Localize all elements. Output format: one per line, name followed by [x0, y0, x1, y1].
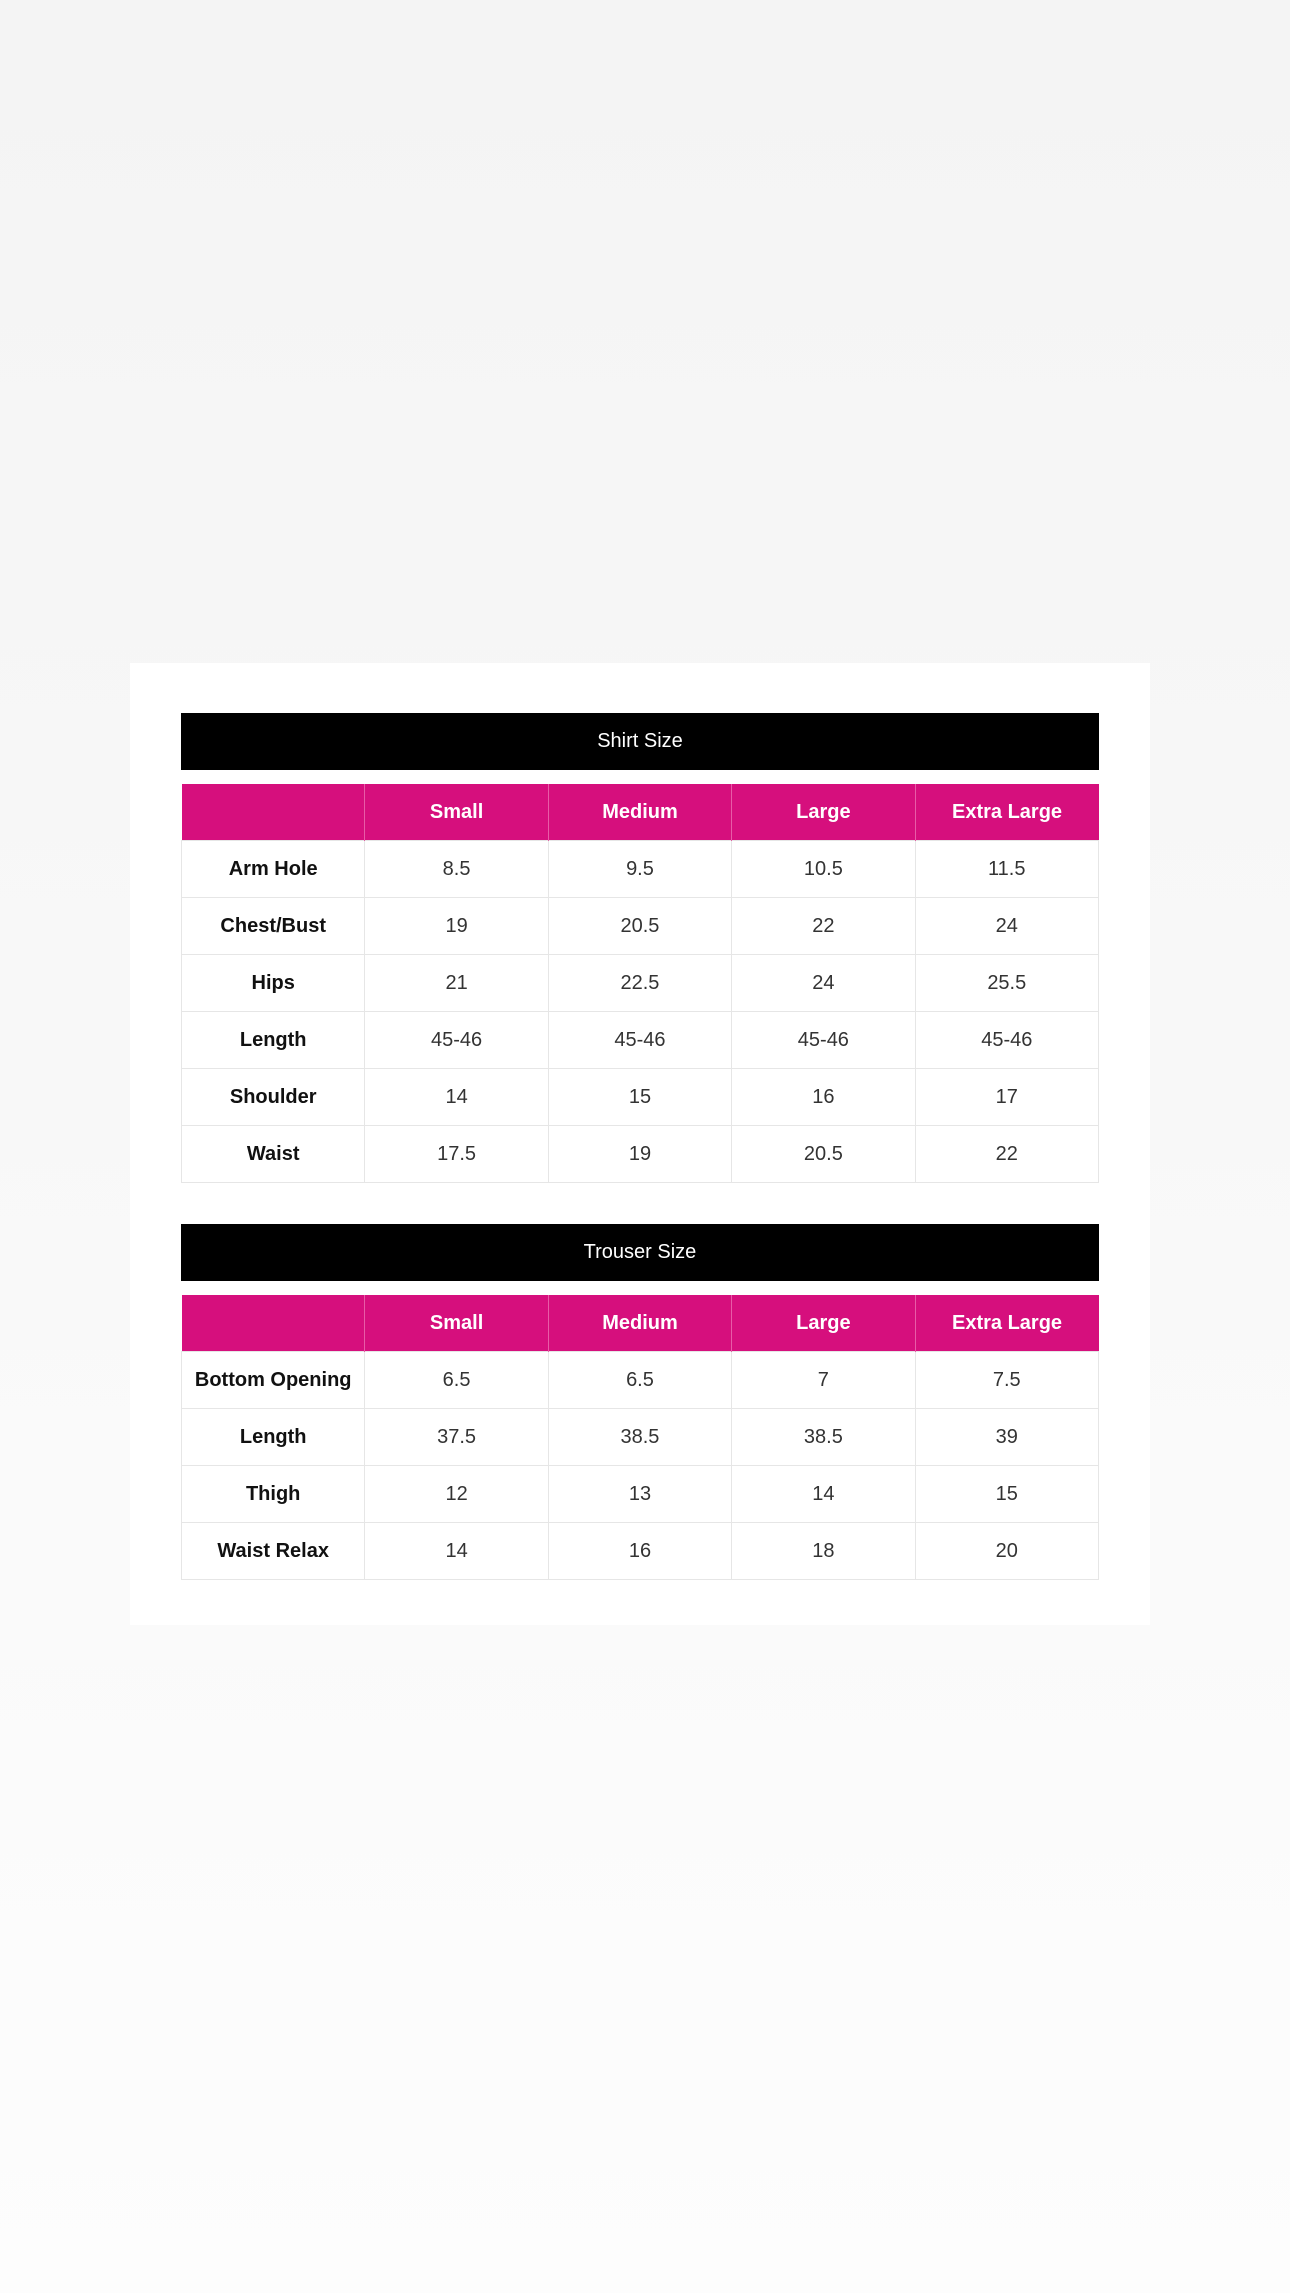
- table-cell: 15: [548, 1069, 731, 1126]
- table-cell: 14: [365, 1069, 548, 1126]
- table-cell: 12: [365, 1466, 548, 1523]
- table-cell: 39: [915, 1409, 1098, 1466]
- table-cell: 9.5: [548, 841, 731, 898]
- row-label: Length: [182, 1012, 365, 1069]
- table-cell: 22: [732, 898, 915, 955]
- table-cell: 11.5: [915, 841, 1098, 898]
- table-row: [182, 1012, 1099, 1069]
- table-cell: 45-46: [915, 1012, 1098, 1069]
- table-cell: 22.5: [548, 955, 731, 1012]
- row-label: Arm Hole: [182, 841, 365, 898]
- row-label: Thigh: [182, 1466, 365, 1523]
- table-header-row: [182, 784, 1099, 841]
- size-chart-card: [130, 663, 1150, 1625]
- table-row: [182, 1126, 1099, 1183]
- table-cell: 18: [732, 1523, 915, 1580]
- table-row: [182, 955, 1099, 1012]
- table-cell: 45-46: [365, 1012, 548, 1069]
- row-label: Hips: [182, 955, 365, 1012]
- column-header: [182, 784, 365, 841]
- column-header: [182, 1295, 365, 1352]
- table-cell: 16: [548, 1523, 731, 1580]
- table-cell: 45-46: [548, 1012, 731, 1069]
- table-row: [182, 841, 1099, 898]
- column-header-extra-large: Extra Large: [915, 1295, 1098, 1352]
- row-label: Chest/Bust: [182, 898, 365, 955]
- table-cell: 38.5: [732, 1409, 915, 1466]
- table-cell: 20: [915, 1523, 1098, 1580]
- table-cell: 13: [548, 1466, 731, 1523]
- column-header-medium: Medium: [548, 784, 731, 841]
- table-cell: 7.5: [915, 1352, 1098, 1409]
- table-cell: 6.5: [548, 1352, 731, 1409]
- row-label: Length: [182, 1409, 365, 1466]
- table-row: [182, 1069, 1099, 1126]
- table-row: [182, 898, 1099, 955]
- table-cell: 45-46: [732, 1012, 915, 1069]
- table-cell: 6.5: [365, 1352, 548, 1409]
- column-header-large: Large: [732, 1295, 915, 1352]
- column-header-small: Small: [365, 1295, 548, 1352]
- table-cell: 38.5: [548, 1409, 731, 1466]
- row-label: Waist Relax: [182, 1523, 365, 1580]
- row-label: Bottom Opening: [182, 1352, 365, 1409]
- table-cell: 19: [365, 898, 548, 955]
- table-cell: 14: [732, 1466, 915, 1523]
- table-cell: 8.5: [365, 841, 548, 898]
- trouser-size-table: [181, 1295, 1099, 1580]
- table-cell: 19: [548, 1126, 731, 1183]
- table-row: [182, 1466, 1099, 1523]
- table-cell: 10.5: [732, 841, 915, 898]
- table-cell: 37.5: [365, 1409, 548, 1466]
- table-cell: 21: [365, 955, 548, 1012]
- table-cell: 7: [732, 1352, 915, 1409]
- column-header-large: Large: [732, 784, 915, 841]
- table-cell: 16: [732, 1069, 915, 1126]
- table-header-row: [182, 1295, 1099, 1352]
- table-row: [182, 1523, 1099, 1580]
- table-cell: 17.5: [365, 1126, 548, 1183]
- section-spacer: [181, 1183, 1099, 1224]
- row-label: Waist: [182, 1126, 365, 1183]
- trouser-size-title: Trouser Size: [181, 1224, 1099, 1281]
- table-cell: 22: [915, 1126, 1098, 1183]
- row-label: Shoulder: [182, 1069, 365, 1126]
- table-cell: 24: [732, 955, 915, 1012]
- table-cell: 15: [915, 1466, 1098, 1523]
- table-cell: 20.5: [732, 1126, 915, 1183]
- shirt-size-title: Shirt Size: [181, 713, 1099, 770]
- table-cell: 20.5: [548, 898, 731, 955]
- table-cell: 25.5: [915, 955, 1098, 1012]
- column-header-medium: Medium: [548, 1295, 731, 1352]
- column-header-extra-large: Extra Large: [915, 784, 1098, 841]
- table-cell: 24: [915, 898, 1098, 955]
- table-row: [182, 1409, 1099, 1466]
- table-cell: 14: [365, 1523, 548, 1580]
- shirt-size-table: [181, 784, 1099, 1183]
- column-header-small: Small: [365, 784, 548, 841]
- table-row: [182, 1352, 1099, 1409]
- table-cell: 17: [915, 1069, 1098, 1126]
